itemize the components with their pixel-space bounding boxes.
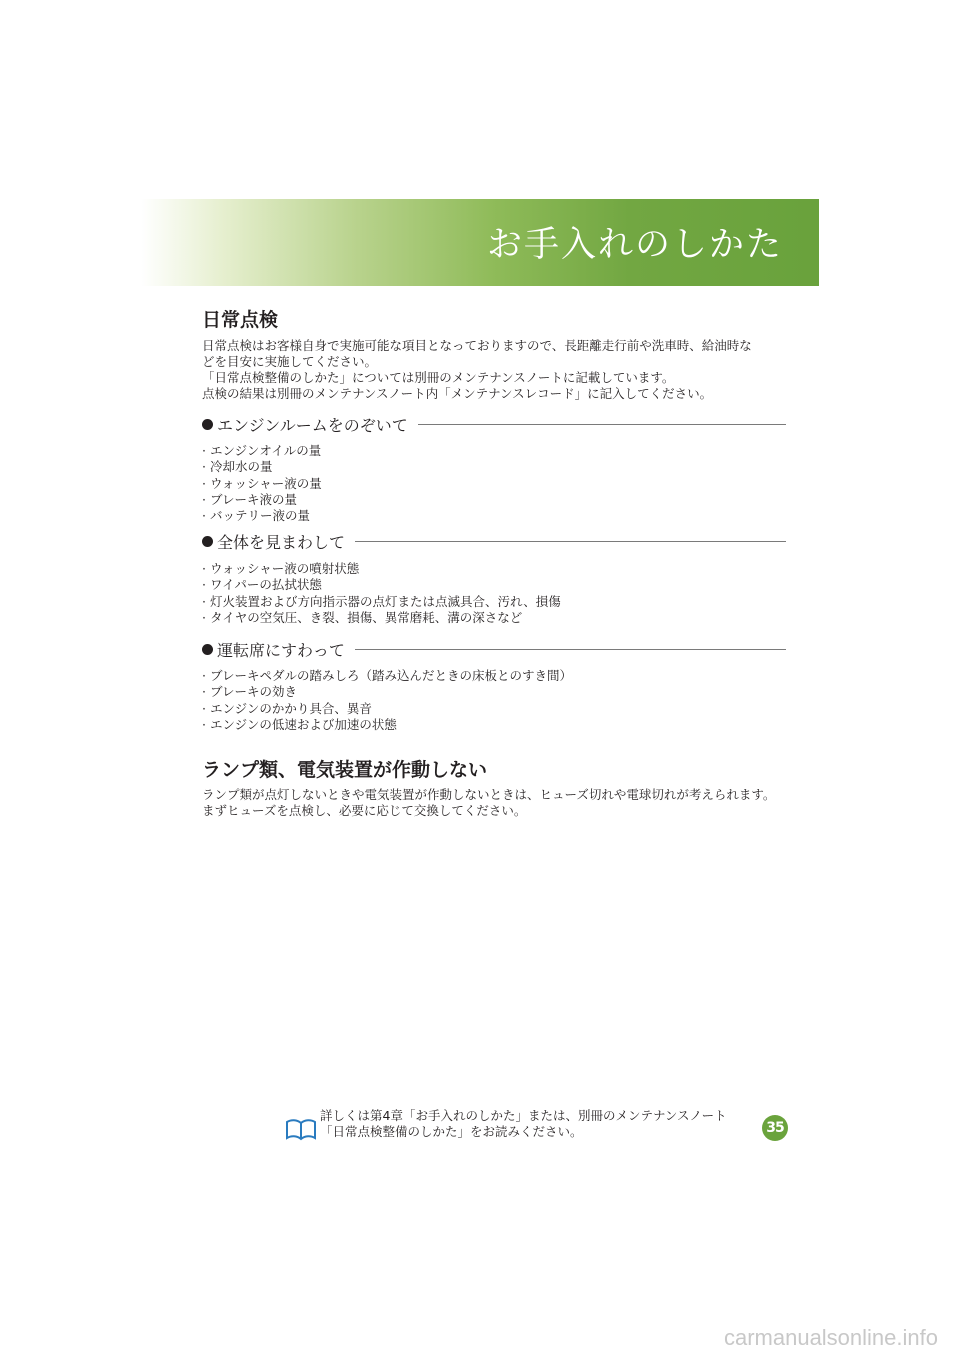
list-item: · ワイパーの払拭状態 — [202, 577, 561, 593]
list-item: · タイヤの空気圧、き裂、損傷、異常磨耗、溝の深さなど — [202, 610, 561, 626]
paragraph-line: ランプ類が点灯しないときや電気装置が作動しないときは、ヒューズ切れや電球切れが考えられます。 — [202, 787, 776, 802]
bullet-icon — [202, 644, 213, 655]
footer-reference — [285, 1108, 795, 1148]
divider — [418, 424, 786, 425]
list-item: · ブレーキ液の量 — [202, 492, 322, 508]
list-item: · ブレーキペダルの踏みしろ（踏み込んだときの床板とのすき間） — [202, 668, 572, 684]
lamp-heading: ランプ類、電気装置が作動しない — [202, 759, 488, 781]
paragraph-line: 「日常点検整備のしかた」については別冊のメンテナンスノートに記載しています。 — [202, 370, 675, 385]
bullet-icon — [202, 536, 213, 547]
section-title: 全体を見まわして — [217, 532, 346, 552]
section-title: エンジンルームをのぞいて — [217, 415, 408, 435]
section-title: 運転席にすわって — [217, 640, 345, 660]
page-number-badge: 35 — [762, 1115, 788, 1141]
list-item: · エンジンの低速および加速の状態 — [202, 717, 572, 733]
section-heading-engine-room — [202, 413, 786, 435]
list-item: · 灯火装置および方向指示器の点灯または点滅具合、汚れ、損傷 — [202, 594, 561, 610]
list-item: · ウォッシャー液の量 — [202, 476, 322, 492]
watermark: carmanualsonline.info — [723, 1325, 938, 1350]
daily-check-block — [202, 305, 792, 332]
footer-line: 「日常点検整備のしかた」をお読みください。 — [320, 1124, 583, 1139]
chapter-title: お手入れのしかた — [486, 225, 783, 265]
list-item: · ブレーキの効き — [202, 684, 572, 700]
paragraph-line: 点検の結果は別冊のメンテナンスノート内「メンテナンスレコード」に記入してください。 — [202, 386, 713, 401]
lamp-paragraph — [202, 787, 792, 819]
divider — [355, 541, 786, 542]
list-item: · エンジンオイルの量 — [202, 443, 322, 459]
daily-check-heading: 日常点検 — [202, 309, 279, 331]
footer-text — [320, 1108, 727, 1140]
list-item: · ウォッシャー液の噴射状態 — [202, 561, 561, 577]
list-item: · エンジンのかかり具合、異音 — [202, 701, 572, 717]
driver-seat-list — [202, 668, 572, 733]
paragraph-line: まずヒューズを点検し、必要に応じて交換してください。 — [202, 803, 527, 818]
daily-check-paragraph — [202, 338, 792, 402]
chapter-header-band — [141, 199, 819, 286]
section-heading-overall — [202, 530, 786, 552]
overall-list — [202, 561, 561, 626]
bullet-icon — [202, 419, 213, 430]
book-icon — [285, 1118, 317, 1142]
paragraph-line: どを目安に実施してください。 — [202, 354, 378, 369]
divider — [355, 649, 786, 650]
section-heading-driver-seat — [202, 638, 786, 660]
footer-line: 詳しくは第4章「お手入れのしかた」または、別冊のメンテナンスノート — [320, 1108, 727, 1123]
engine-room-list — [202, 443, 322, 524]
list-item: · バッテリー液の量 — [202, 508, 322, 524]
lamp-block — [202, 755, 792, 782]
list-item: · 冷却水の量 — [202, 459, 322, 475]
paragraph-line: 日常点検はお客様自身で実施可能な項目となっておりますので、長距離走行前や洗車時、給油時な — [202, 338, 752, 353]
